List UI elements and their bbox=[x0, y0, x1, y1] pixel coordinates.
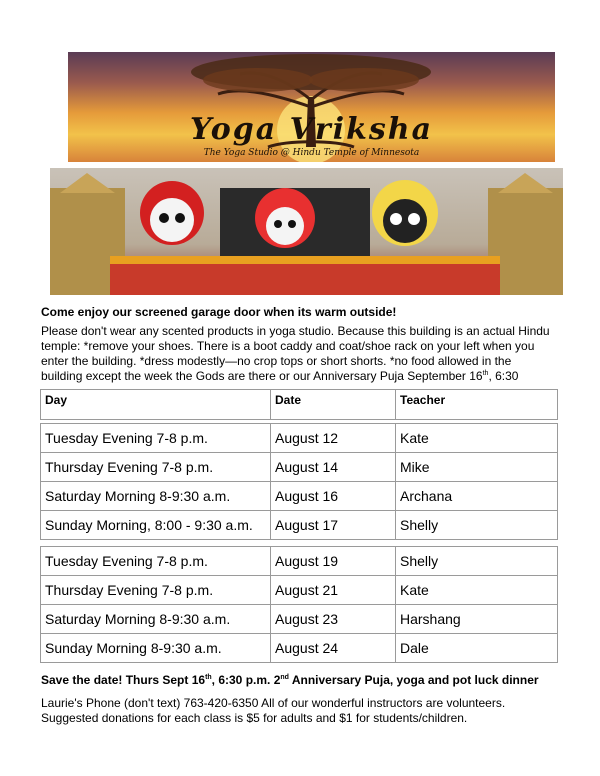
teacher-cell: Harshang bbox=[396, 605, 558, 634]
day-cell: Thursday Evening 7-8 p.m. bbox=[41, 576, 271, 605]
table-row bbox=[41, 424, 558, 453]
intro-heading: Come enjoy our screened garage door when its warm outside! bbox=[41, 305, 397, 319]
schedule-week-1-table bbox=[40, 423, 558, 540]
teacher-cell: Kate bbox=[396, 424, 558, 453]
date-cell: August 21 bbox=[271, 576, 396, 605]
date-cell: August 23 bbox=[271, 605, 396, 634]
header-teacher: Teacher bbox=[396, 390, 558, 420]
banner-subtitle: The Yoga Studio @ Hindu Temple of Minnesota bbox=[203, 148, 420, 158]
rules-line-4-end: , 6:30 bbox=[488, 369, 519, 383]
table-row bbox=[41, 482, 558, 511]
rules-line-3: enter the building. *dress modestly—no crop tops or short shorts. *no food allowed in the bbox=[41, 354, 512, 368]
date-cell: August 17 bbox=[271, 511, 396, 540]
rules-line-4-text: building except the week the Gods are there or our Anniversary Puja September 16 bbox=[41, 369, 483, 383]
save-date-part-3: Anniversary Puja, yoga and pot luck dinner bbox=[288, 673, 539, 687]
teacher-cell: Dale bbox=[396, 634, 558, 663]
teacher-cell: Mike bbox=[396, 453, 558, 482]
teacher-cell: Shelly bbox=[396, 547, 558, 576]
rules-line-1: Please don't wear any scented products in yoga studio. Because this building is an actual Hindu bbox=[41, 324, 550, 338]
table-row bbox=[41, 453, 558, 482]
day-cell: Tuesday Evening 7-8 p.m. bbox=[41, 424, 271, 453]
table-header-row bbox=[41, 390, 558, 420]
date-cell: August 16 bbox=[271, 482, 396, 511]
save-date-part-1: Save the date! Thurs Sept 16 bbox=[41, 673, 206, 687]
teacher-cell: Kate bbox=[396, 576, 558, 605]
day-cell: Thursday Evening 7-8 p.m. bbox=[41, 453, 271, 482]
rules-line-2: temple: *remove your shoes. There is a boot caddy and coat/shoe rack on your left when you bbox=[41, 339, 535, 353]
table-row bbox=[41, 547, 558, 576]
rules-line-4 bbox=[41, 369, 518, 384]
banner-title: Yoga Vriksha bbox=[189, 112, 434, 147]
footer-line-2: Suggested donations for each class is $5 for adults and $1 for students/children. bbox=[41, 711, 468, 725]
table-row bbox=[41, 511, 558, 540]
day-cell: Saturday Morning 8-9:30 a.m. bbox=[41, 482, 271, 511]
day-cell: Tuesday Evening 7-8 p.m. bbox=[41, 547, 271, 576]
save-date-sup-2: nd bbox=[280, 674, 289, 681]
header-day: Day bbox=[41, 390, 271, 420]
teacher-cell: Archana bbox=[396, 482, 558, 511]
table-row bbox=[41, 576, 558, 605]
footer-line-1: Laurie's Phone (don't text) 763-420-6350 All of our wonderful instructors are volunteers. bbox=[41, 696, 506, 710]
date-cell: August 19 bbox=[271, 547, 396, 576]
schedule-header-table bbox=[40, 389, 558, 420]
date-cell: August 14 bbox=[271, 453, 396, 482]
day-cell: Sunday Morning 8-9:30 a.m. bbox=[41, 634, 271, 663]
date-cell: August 24 bbox=[271, 634, 396, 663]
table-row bbox=[41, 605, 558, 634]
teacher-cell: Shelly bbox=[396, 511, 558, 540]
deities-illustration-icon bbox=[50, 168, 563, 295]
table-row bbox=[41, 634, 558, 663]
day-cell: Saturday Morning 8-9:30 a.m. bbox=[41, 605, 271, 634]
temple-altar-photo bbox=[50, 168, 563, 295]
save-date-part-2: , 6:30 p.m. 2 bbox=[211, 673, 281, 687]
header-date: Date bbox=[271, 390, 396, 420]
yoga-vriksha-banner bbox=[68, 52, 555, 162]
schedule-week-2-table bbox=[40, 546, 558, 663]
save-the-date-line bbox=[41, 673, 539, 688]
date-cell: August 12 bbox=[271, 424, 396, 453]
rules-line-4-sup: th bbox=[482, 370, 489, 377]
day-cell: Sunday Morning, 8:00 - 9:30 a.m. bbox=[41, 511, 271, 540]
save-date-sup-1: th bbox=[205, 674, 212, 681]
